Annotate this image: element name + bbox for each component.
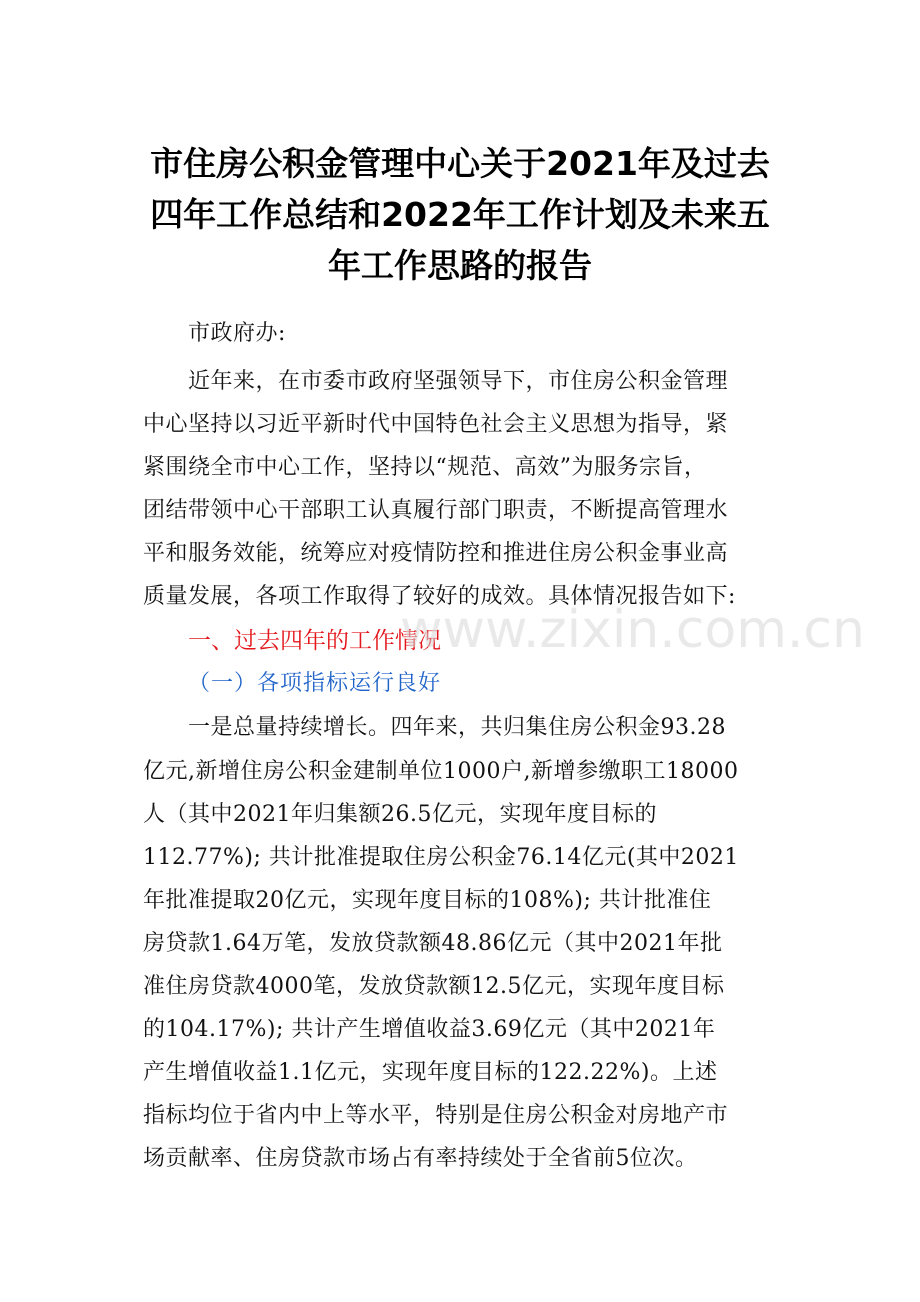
document-title	[130, 138, 790, 291]
paragraph-line: 的104.17%); 共计产生增值收益3.69亿元（其中2021年	[143, 1017, 716, 1042]
paragraph-line: 场贡献率、住房贷款市场占有率持续处于全省前5位次。	[143, 1146, 698, 1171]
title-line-2: 四年工作总结和2022年工作计划及未来五	[150, 195, 770, 234]
paragraph-line: 一是总量持续增长。四年来，共归集住房公积金93.28	[188, 715, 726, 740]
intro-line: 质量发展，各项工作取得了较好的成效。具体情况报告如下:	[143, 584, 736, 609]
title-line-3: 年工作思路的报告	[328, 246, 592, 285]
paragraph-line: 亿元,新增住房公积金建制单位1000户,新增参缴职工18000	[143, 759, 739, 784]
paragraph-line: 准住房贷款4000笔，发放贷款额12.5亿元，实现年度目标	[143, 974, 725, 999]
title-line-1: 市住房公积金管理中心关于2021年及过去	[150, 144, 770, 183]
paragraph-line: 指标均位于省内中上等水平，特别是住房公积金对房地产市	[143, 1103, 729, 1128]
paragraph-line: 房贷款1.64万笔，发放贷款额48.86亿元（其中2021年批	[143, 931, 723, 956]
paragraph-line: 112.77%); 共计批准提取住房公积金76.14亿元(其中2021	[143, 845, 739, 870]
paragraph-line: 人（其中2021年归集额26.5亿元，实现年度目标的	[143, 802, 657, 827]
intro-line: 中心坚持以习近平新时代中国特色社会主义思想为指导，紧	[143, 412, 729, 437]
paragraph-line: 年批准提取20亿元，实现年度目标的108%); 共计批准住	[143, 888, 712, 913]
salutation: 市政府办:	[188, 321, 286, 346]
paragraph-line: 产生增值收益1.1亿元，实现年度目标的122.22%)。上述	[143, 1060, 718, 1085]
watermark: www.zixin.com.cn	[400, 600, 865, 660]
intro-line: 平和服务效能，统筹应对疫情防控和推进住房公积金事业高	[143, 541, 729, 566]
subsection-heading: （一）各项指标运行良好	[188, 671, 442, 696]
intro-line: 近年来，在市委市政府坚强领导下，市住房公积金管理	[188, 369, 729, 394]
intro-line: 紧围绕全市中心工作，坚持以“规范、高效”为服务宗旨，	[143, 455, 707, 480]
intro-line: 团结带领中心干部职工认真履行部门职责，不断提高管理水	[143, 498, 729, 523]
section-heading: 一、过去四年的工作情况	[188, 628, 441, 654]
